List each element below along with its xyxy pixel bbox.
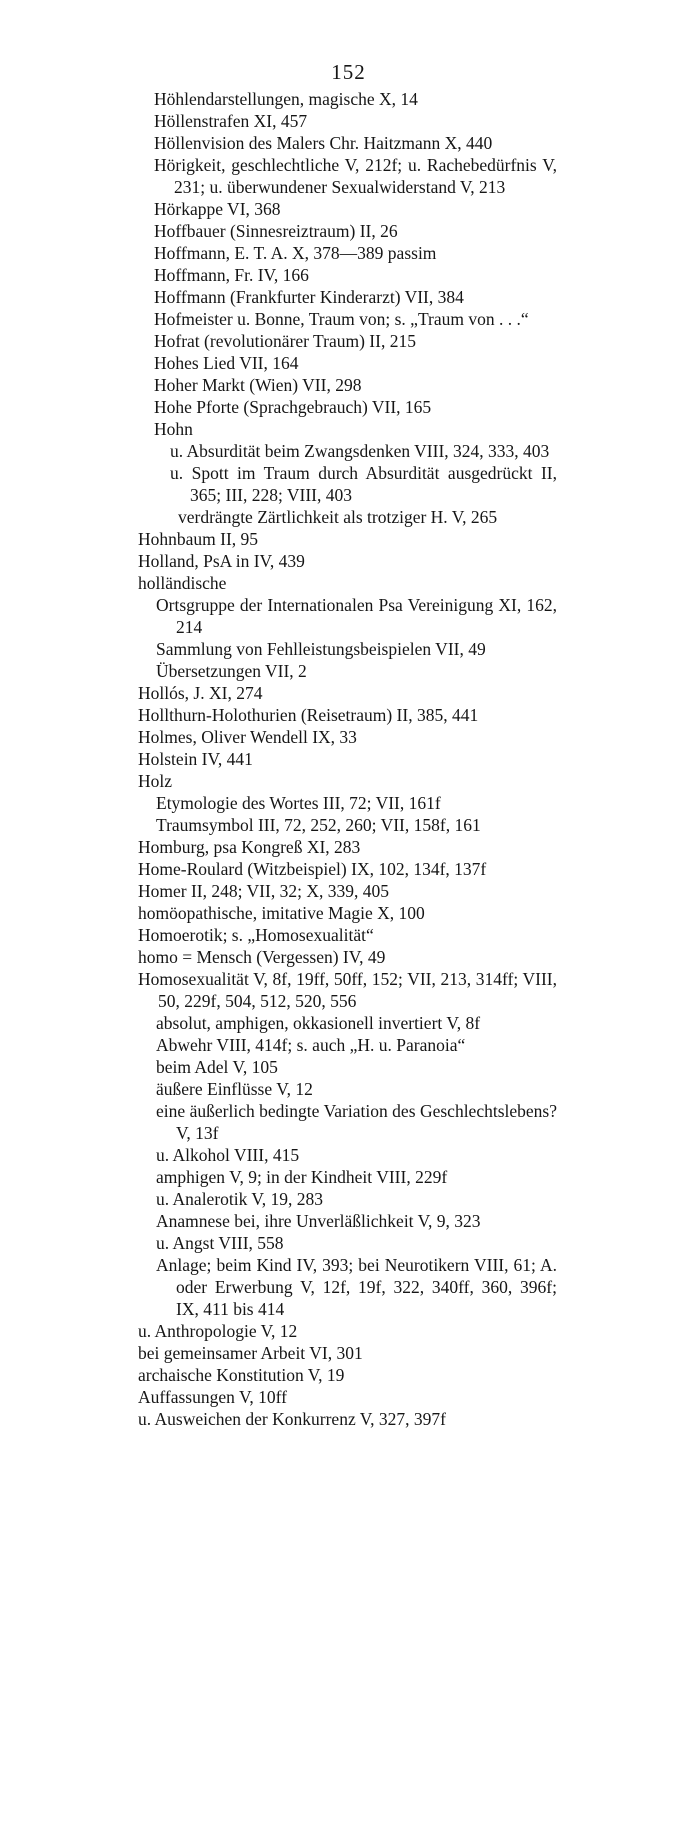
index-entry: Hohe Pforte (Sprachgebrauch) VII, 165	[154, 397, 432, 417]
index-entry: Anlage; beim Kind IV, 393; bei Neurotikern VIII, 61; A. oder Erwerbung V, 12f, 19f, 322, 340ff, 360, 396f; IX, 411 bis 414	[156, 1255, 557, 1319]
index-entry: Hoffmann (Frankfurter Kinderarzt) VII, 384	[154, 287, 464, 307]
index-entry: verdrängte Zärtlichkeit als trotziger H. V, 265	[178, 507, 498, 527]
index-entry: Traumsymbol III, 72, 252, 260; VII, 158f, 161	[156, 815, 481, 835]
index-entry: absolut, amphigen, okkasionell invertiert V, 8f	[156, 1013, 481, 1033]
index-entry: äußere Einflüsse V, 12	[156, 1079, 313, 1099]
index-entry: Home-Roulard (Witzbeispiel) IX, 102, 134f, 137f	[138, 859, 487, 879]
index-entry: Homburg, psa Kongreß XI, 283	[138, 837, 361, 857]
index-entry: Homer II, 248; VII, 32; X, 339, 405	[138, 881, 389, 901]
index-entry: Hörigkeit, geschlechtliche V, 212f; u. Rachebedürfnis V, 231; u. überwundener Sexualwiderstand V, 213	[154, 155, 557, 197]
index-entry: u. Angst VIII, 558	[156, 1233, 284, 1253]
index-entry: Hoffmann, Fr. IV, 166	[154, 265, 309, 285]
index-entry: amphigen V, 9; in der Kindheit VIII, 229f	[156, 1167, 448, 1187]
index-entry: Übersetzungen VII, 2	[156, 661, 307, 681]
index-entry: Hoher Markt (Wien) VII, 298	[154, 375, 362, 395]
index-entry: Hohnbaum II, 95	[138, 529, 259, 549]
index-entry: eine äußerlich bedingte Variation des Geschlechtslebens? V, 13f	[156, 1101, 557, 1143]
index-entry: Homosexualität V, 8f, 19ff, 50ff, 152; VII, 213, 314ff; VIII, 50, 229f, 504, 512, 520, 556	[138, 969, 557, 1011]
index-entry: archaische Konstitution V, 19	[138, 1365, 345, 1385]
index-entry: Abwehr VIII, 414f; s. auch „H. u. Paranoia“	[156, 1035, 466, 1055]
index-entry: Hörkappe VI, 368	[154, 199, 281, 219]
index-entry: Anamnese bei, ihre Unverläßlichkeit V, 9, 323	[156, 1211, 481, 1231]
index-entry: Holland, PsA in IV, 439	[138, 551, 305, 571]
index-entry: Hohn	[154, 419, 193, 439]
index-entry: Höhlendarstellungen, magische X, 14	[154, 89, 418, 109]
index-entry: Hollthurn-Holothurien (Reisetraum) II, 385, 441	[138, 705, 479, 725]
index-entry: Hoffbauer (Sinnesreiztraum) II, 26	[154, 221, 398, 241]
index-entry: Hohes Lied VII, 164	[154, 353, 299, 373]
index-entry: holländische	[138, 573, 227, 593]
index-entry: Höllenstrafen XI, 457	[154, 111, 308, 131]
index-entry: u. Spott im Traum durch Absurdität ausgedrückt II, 365; III, 228; VIII, 403	[170, 463, 557, 505]
index-entry: Höllenvision des Malers Chr. Haitzmann X, 440	[154, 133, 493, 153]
index-entry: Hollós, J. XI, 274	[138, 683, 263, 703]
index-entry: Holz	[138, 771, 173, 791]
index-entry: u. Ausweichen der Konkurrenz V, 327, 397f	[138, 1409, 446, 1429]
index-entry: Holstein IV, 441	[138, 749, 253, 769]
index-entry: Etymologie des Wortes III, 72; VII, 161f	[156, 793, 441, 813]
index-entry: bei gemeinsamer Arbeit VI, 301	[138, 1343, 363, 1363]
index-entry: u. Alkohol VIII, 415	[156, 1145, 300, 1165]
index-entry: Auffassungen V, 10ff	[138, 1387, 287, 1407]
index-entry: beim Adel V, 105	[156, 1057, 278, 1077]
index-entry: Hofrat (revolutionärer Traum) II, 215	[154, 331, 416, 351]
index-entry: Sammlung von Fehlleistungsbeispielen VII, 49	[156, 639, 486, 659]
index-entry: Homoerotik; s. „Homosexualität“	[138, 925, 374, 945]
index-entry: Holmes, Oliver Wendell IX, 33	[138, 727, 357, 747]
page-number: 152	[331, 60, 366, 84]
index-entry: u. Analerotik V, 19, 283	[156, 1189, 324, 1209]
index-list	[0, 88, 697, 1430]
index-entry: Hoffmann, E. T. A. X, 378—389 passim	[154, 243, 437, 263]
index-entry: Hofmeister u. Bonne, Traum von; s. „Traum von . . .“	[154, 309, 529, 329]
index-entry: homöopathische, imitative Magie X, 100	[138, 903, 425, 923]
index-entry: u. Absurdität beim Zwangsdenken VIII, 324, 333, 403	[170, 441, 550, 461]
index-entry: homo = Mensch (Vergessen) IV, 49	[138, 947, 386, 967]
index-entry: Ortsgruppe der Internationalen Psa Vereinigung XI, 162, 214	[156, 595, 557, 637]
index-entry: u. Anthropologie V, 12	[138, 1321, 298, 1341]
